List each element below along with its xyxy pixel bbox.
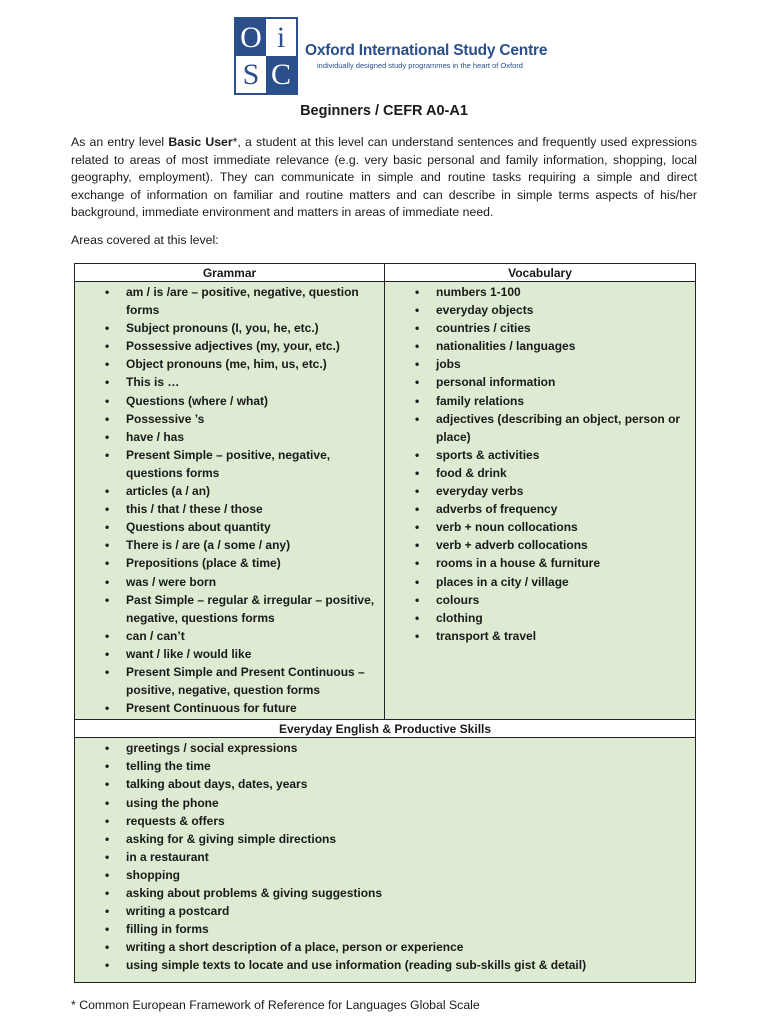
vocabulary-item: • everyday objects <box>385 301 695 319</box>
vocabulary-item: • numbers 1-100 <box>385 283 695 301</box>
grammar-item: • There is / are (a / some / any) <box>75 536 384 554</box>
vocabulary-item: • places in a city / village <box>385 573 695 591</box>
grammar-item: • can / can’t <box>75 627 384 645</box>
vocabulary-item: • adjectives (describing an object, person or place) <box>385 410 695 446</box>
vocabulary-item: • sports & activities <box>385 446 695 464</box>
logo-tagline: individually designed study programmes in the heart of Oxford <box>317 61 523 70</box>
skills-item: • talking about days, dates, years <box>75 775 695 793</box>
vocabulary-item: • everyday verbs <box>385 482 695 500</box>
skills-item: • filling in forms <box>75 920 695 938</box>
logo-letter-i: i <box>266 19 296 56</box>
vocabulary-item: • rooms in a house & furniture <box>385 554 695 572</box>
grammar-item: • Possessive ’s <box>75 410 384 428</box>
grammar-item: • Present Simple and Present Continuous – positive, negative, question forms <box>75 663 384 699</box>
logo-text <box>305 42 547 70</box>
grammar-item: • this / that / these / those <box>75 500 384 518</box>
grammar-item: • This is … <box>75 373 384 391</box>
logo-letter-c: C <box>266 56 296 93</box>
skills-item: • shopping <box>75 866 695 884</box>
grammar-header: Grammar <box>75 264 385 282</box>
logo-letter-o: O <box>236 19 266 56</box>
intro-bold: Basic User <box>168 135 233 149</box>
skills-header-row <box>75 720 696 738</box>
skills-list <box>75 738 695 982</box>
grammar-item: • want / like / would like <box>75 645 384 663</box>
skills-item: • writing a short description of a place, person or experience <box>75 938 695 956</box>
oisc-logo <box>234 17 547 95</box>
grammar-item: • Present Continuous for future <box>75 699 384 717</box>
grammar-item: • am / is /are – positive, negative, question forms <box>75 283 384 319</box>
skills-item: • using the phone <box>75 794 695 812</box>
vocabulary-item: • clothing <box>385 609 695 627</box>
footnote: * Common European Framework of Reference for Languages Global Scale <box>71 998 480 1012</box>
grammar-item: • Present Simple – positive, negative, questions forms <box>75 446 384 482</box>
grammar-item: • Subject pronouns (I, you, he, etc.) <box>75 319 384 337</box>
table-row <box>75 738 696 983</box>
skills-item: • telling the time <box>75 757 695 775</box>
vocabulary-item: • verb + noun collocations <box>385 518 695 536</box>
intro-paragraph <box>71 134 697 222</box>
grammar-item: • Questions (where / what) <box>75 392 384 410</box>
vocabulary-header: Vocabulary <box>385 264 696 282</box>
grammar-list <box>75 282 384 719</box>
vocabulary-item: • colours <box>385 591 695 609</box>
grammar-item: • Object pronouns (me, him, us, etc.) <box>75 355 384 373</box>
skills-cell <box>75 738 696 983</box>
grammar-item: • Possessive adjectives (my, your, etc.) <box>75 337 384 355</box>
table-row <box>75 282 696 720</box>
curriculum-table <box>74 263 696 983</box>
skills-item: • using simple texts to locate and use information (reading sub-skills gist & detail) <box>75 956 695 974</box>
vocabulary-item: • nationalities / languages <box>385 337 695 355</box>
skills-item: • in a restaurant <box>75 848 695 866</box>
logo-name: Oxford International Study Centre <box>305 42 548 59</box>
grammar-item: • was / were born <box>75 573 384 591</box>
grammar-cell <box>75 282 385 720</box>
skills-header: Everyday English & Productive Skills <box>75 720 696 738</box>
skills-item: • writing a postcard <box>75 902 695 920</box>
vocabulary-item: • jobs <box>385 355 695 373</box>
vocabulary-item: • transport & travel <box>385 627 695 645</box>
grammar-item: • Past Simple – regular & irregular – positive, negative, questions forms <box>75 591 384 627</box>
table-header-row <box>75 264 696 282</box>
skills-item: • asking about problems & giving suggestions <box>75 884 695 902</box>
skills-item: • requests & offers <box>75 812 695 830</box>
vocabulary-list <box>385 282 695 647</box>
vocabulary-cell <box>385 282 696 720</box>
grammar-item: • Prepositions (place & time) <box>75 554 384 572</box>
skills-item: • asking for & giving simple directions <box>75 830 695 848</box>
intro-before: As an entry level <box>71 135 169 149</box>
intro-after: *, a student at this level can understand sentences and frequently used expressions related to areas of most immediate relevance (e.g. very basic personal and family information, shopping, local geography, employment). They can communicate in simple and routine tasks requiring a simple and direct exchange of information on familiar and routine matters and can describe in simple terms aspects of his/her background, immediate environment and matters in areas of immediate need. <box>71 135 697 220</box>
page-title: Beginners / CEFR A0-A1 <box>300 103 468 119</box>
logo-letter-s: S <box>236 56 266 93</box>
vocabulary-item: • adverbs of frequency <box>385 500 695 518</box>
grammar-item: • articles (a / an) <box>75 482 384 500</box>
vocabulary-item: • family relations <box>385 392 695 410</box>
grammar-item: • have / has <box>75 428 384 446</box>
areas-label: Areas covered at this level: <box>71 233 219 247</box>
grammar-item: • Questions about quantity <box>75 518 384 536</box>
vocabulary-item: • food & drink <box>385 464 695 482</box>
logo-mark <box>234 17 298 95</box>
skills-item: • greetings / social expressions <box>75 739 695 757</box>
vocabulary-item: • countries / cities <box>385 319 695 337</box>
vocabulary-item: • verb + adverb collocations <box>385 536 695 554</box>
vocabulary-item: • personal information <box>385 373 695 391</box>
